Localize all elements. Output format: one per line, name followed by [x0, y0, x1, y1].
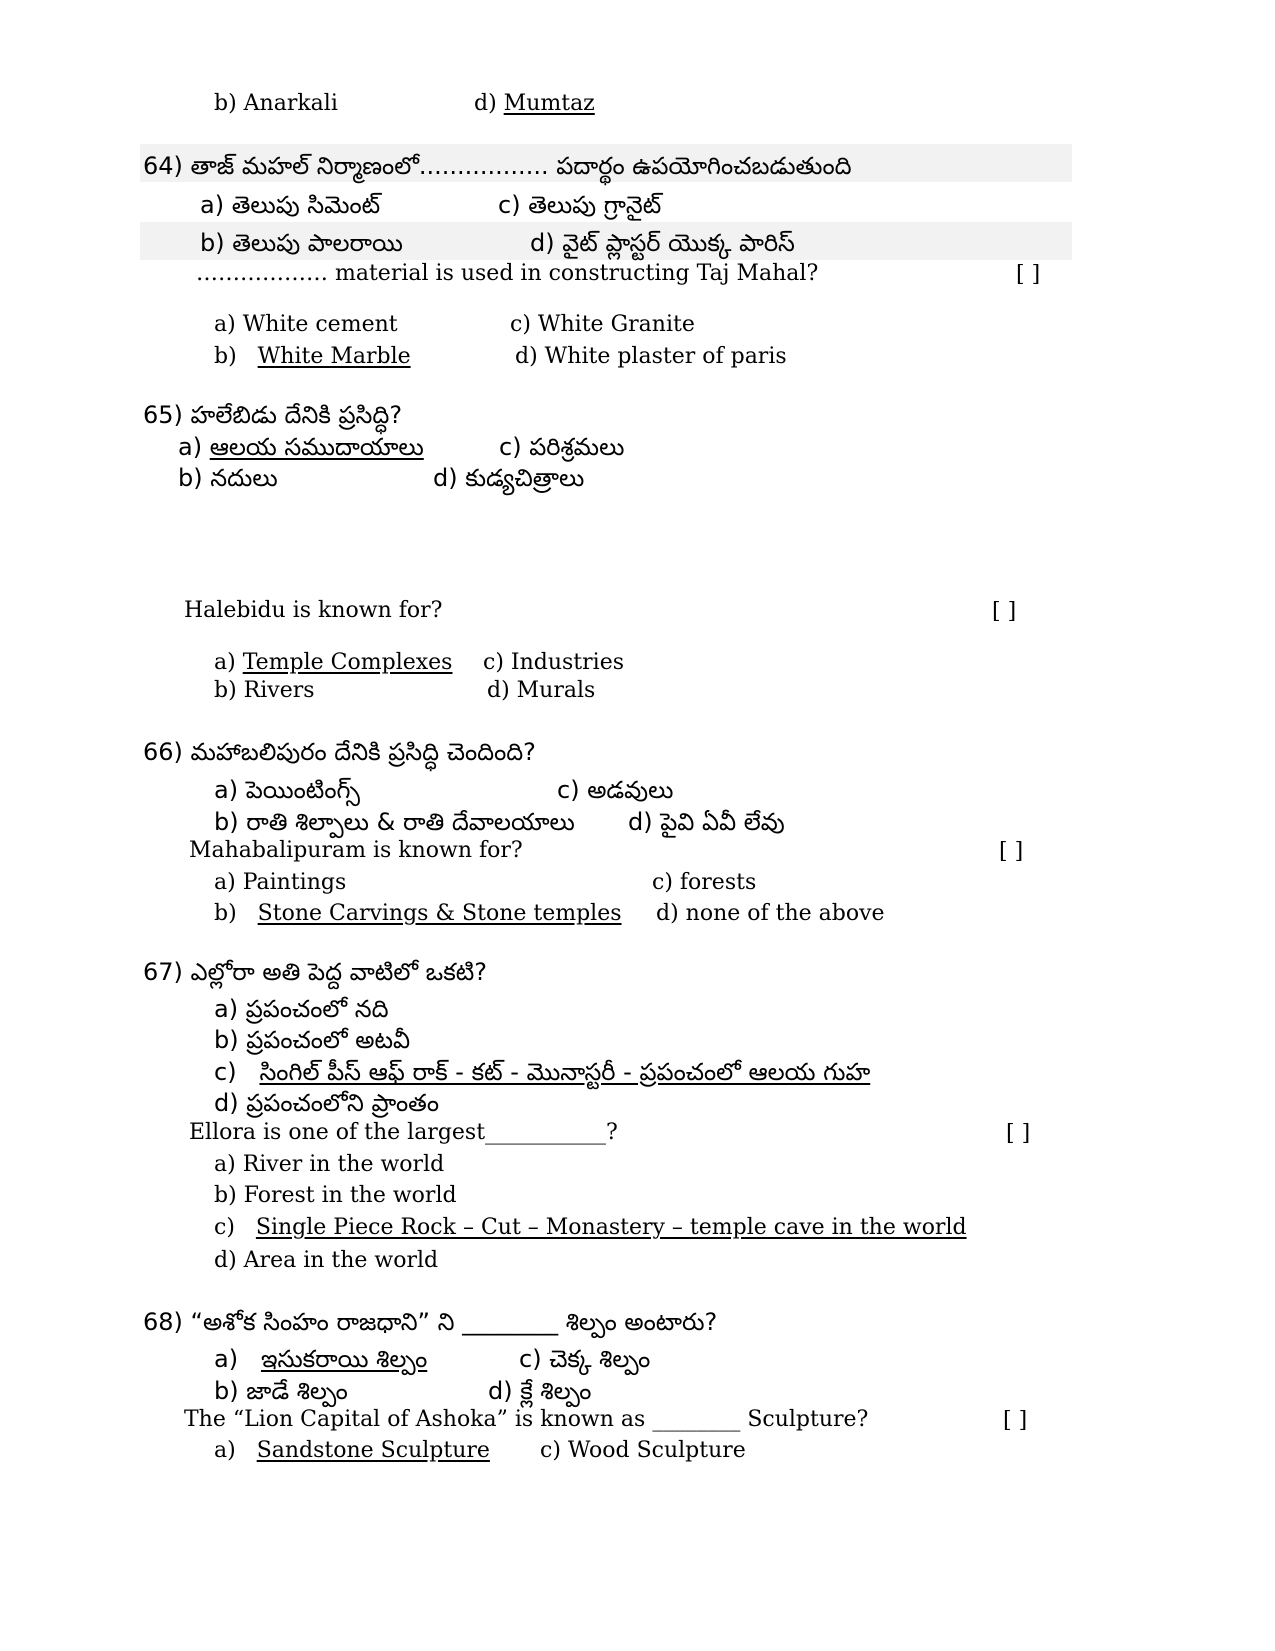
- q64-english-option-b-prefix: b): [214, 344, 258, 369]
- q65-telugu-option-a-prefix: a): [178, 433, 210, 461]
- q64-english-option-b-answer: White Marble: [257, 344, 411, 369]
- q67-telugu-question: 67) ఎల్లోరా అతి పెద్ద వాటిలో ఒకటి?: [143, 958, 487, 986]
- q66-telugu-option-b: b) రాతి శిల్పాలు & రాతి దేవాలయాలు: [214, 808, 575, 836]
- q66-english-option-a: a) Paintings: [214, 870, 347, 895]
- q66-english-option-b-prefix: b): [214, 901, 258, 926]
- q67-telugu-option-a: a) ప్రపంచంలో నది: [214, 995, 389, 1023]
- q67-english-option-c-answer: Single Piece Rock – Cut – Monastery – temple cave in the world: [255, 1215, 967, 1240]
- q68-telugu-option-a-answer: ఇసుకరాయి శిల్పం: [260, 1345, 428, 1373]
- q65-english-option-a-prefix: a): [214, 650, 243, 675]
- q65-english-question: Halebidu is known for?: [184, 598, 443, 623]
- q68-english-option-a: [214, 1436, 490, 1466]
- q64-answer-bracket: [ ]: [1016, 262, 1041, 287]
- q63-option-d-prefix: d): [474, 91, 504, 116]
- q65-telugu-option-d: d) కుడ్యచిత్రాలు: [433, 464, 585, 492]
- q68-telugu-option-c: c) చెక్క శిల్పం: [519, 1345, 651, 1373]
- q65-english-option-a-answer: Temple Complexes: [242, 650, 453, 675]
- q64-telugu-question: 64) తాజ్ మహల్ నిర్మాణంలో................. పదార్థం ఉపయోగించబడుతుంది: [143, 152, 852, 180]
- q64-english-option-d: d) White plaster of paris: [515, 344, 787, 369]
- q68-english-question: The “Lion Capital of Ashoka” is known as ________ Sculpture?: [184, 1407, 869, 1432]
- q64-english-question: ……………… material is used in constructing Taj Mahal?: [196, 261, 819, 286]
- q66-telugu-option-d: d) పైవి ఏవీ లేవు: [628, 808, 785, 836]
- q65-telugu-question: 65) హలేబిడు దేనికి ప్రసిద్ధి?: [143, 401, 403, 429]
- q68-english-option-c: c) Wood Sculpture: [540, 1438, 746, 1463]
- q66-english-option-d: d) none of the above: [656, 901, 885, 926]
- q65-telugu-option-b: b) నదులు: [178, 464, 278, 492]
- q65-answer-bracket: [ ]: [992, 599, 1017, 624]
- q67-telugu-option-b: b) ప్రపంచంలో అటవీ: [214, 1026, 411, 1054]
- q68-english-option-a-answer: Sandstone Sculpture: [256, 1438, 490, 1463]
- q64-english-option-b: [214, 342, 411, 372]
- q67-telugu-option-c: [214, 1057, 870, 1087]
- q66-english-question: Mahabalipuram is known for?: [189, 838, 523, 863]
- q64-english-option-a: a) White cement: [214, 312, 398, 337]
- q65-english-option-a: [214, 648, 452, 678]
- q64-telugu-option-b: b) తెలుపు పాలరాయి: [200, 229, 403, 257]
- q68-telugu-option-a: [214, 1344, 427, 1374]
- q65-english-option-d: d) Murals: [487, 678, 596, 703]
- q67-english-option-b: b) Forest in the world: [214, 1183, 457, 1208]
- q66-telugu-option-a: a) పెయింటింగ్స్: [214, 776, 360, 804]
- q66-telugu-question: 66) మహాబలిపురం దేనికి ప్రసిద్ధి చెందింది?: [143, 738, 536, 766]
- q67-answer-bracket: [ ]: [1006, 1121, 1031, 1146]
- q66-english-option-b: [214, 899, 622, 929]
- q68-telugu-option-d: d) క్లే శిల్పం: [488, 1377, 592, 1405]
- q67-english-option-c: [214, 1213, 967, 1243]
- q64-telugu-option-a: a) తెలుపు సిమెంట్: [200, 191, 381, 219]
- q67-english-option-a: a) River in the world: [214, 1152, 445, 1177]
- q63-option-d: [474, 89, 595, 119]
- q67-telugu-option-d: d) ప్రపంచంలోని ప్రాంతం: [214, 1089, 439, 1117]
- q65-english-option-c: c) Industries: [483, 650, 625, 675]
- q65-telugu-option-a: [178, 432, 424, 462]
- q65-telugu-option-c: c) పరిశ్రమలు: [499, 433, 625, 461]
- q68-english-option-a-prefix: a): [214, 1438, 257, 1463]
- q64-english-option-c: c) White Granite: [510, 312, 695, 337]
- q68-telugu-option-b: b) జాడే శిల్పం: [214, 1377, 348, 1405]
- q66-english-option-c: c) forests: [652, 870, 757, 895]
- q63-option-d-answer: Mumtaz: [503, 91, 595, 116]
- q66-telugu-option-c: c) అడవులు: [557, 776, 674, 804]
- q65-telugu-option-a-answer: ఆలయ సముదాయాలు: [209, 433, 424, 461]
- q63-option-b: b) Anarkali: [214, 91, 338, 116]
- q67-telugu-option-c-answer: సింగిల్ పీస్ ఆఫ్ రాక్ - కట్ - మొనాస్టరీ - ప్రపంచంలో ఆలయ గుహ: [259, 1058, 871, 1086]
- q67-telugu-option-c-prefix: c): [214, 1058, 260, 1086]
- q64-telugu-option-d: d) వైట్ ప్లాస్టర్ యొక్క పారిస్: [530, 229, 795, 257]
- q64-telugu-option-c: c) తెలుపు గ్రానైట్: [498, 191, 662, 219]
- q67-english-option-c-prefix: c): [214, 1215, 256, 1240]
- q68-telugu-question: 68) “అశోక సింహం రాజధాని” ని ________ శిల్పం అంటారు?: [143, 1308, 718, 1336]
- q68-telugu-option-a-prefix: a): [214, 1345, 261, 1373]
- q65-english-option-b: b) Rivers: [214, 678, 315, 703]
- q67-english-question: Ellora is one of the largest___________?: [189, 1120, 618, 1145]
- q68-answer-bracket: [ ]: [1003, 1408, 1028, 1433]
- q66-answer-bracket: [ ]: [999, 839, 1024, 864]
- q66-english-option-b-answer: Stone Carvings & Stone temples: [257, 901, 622, 926]
- q67-english-option-d: d) Area in the world: [214, 1248, 439, 1273]
